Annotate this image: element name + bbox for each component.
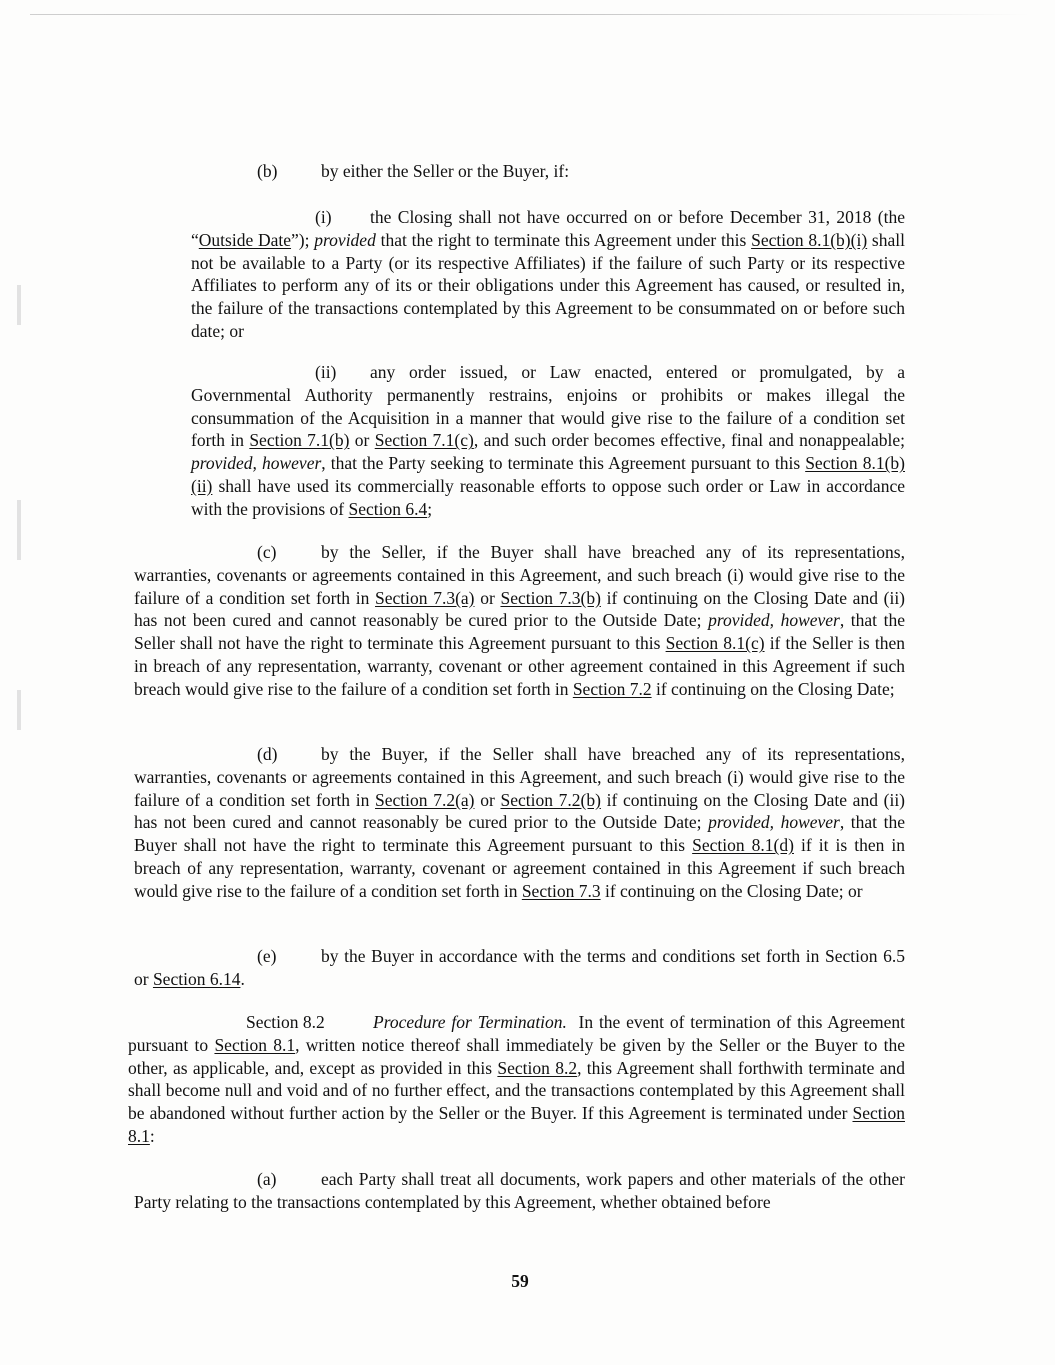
section-reference: Section 6.4 <box>348 498 428 519</box>
clause-text: shall have used its commercially reasonable efforts to oppose such order or Law in accordance with the provisions of <box>191 475 905 519</box>
section-reference: Section 7.2(a) <box>375 789 475 810</box>
section-reference: Section 8.1 <box>128 1103 905 1146</box>
section-reference: Section 8.1(d) <box>692 835 794 856</box>
clause-text: ”); <box>291 229 315 250</box>
section-reference: Section 6.14 <box>152 968 241 989</box>
scan-edge-mark <box>17 285 21 325</box>
section-reference: Section 7.1(c) <box>374 430 474 451</box>
clause-text: . <box>240 968 245 989</box>
defined-term-outside-date: Outside Date <box>198 229 292 250</box>
clause-text: any order issued, or Law enacted, entered or promulgated, by a Governmental Authority permanently restrains, enjoins or prohibits or makes illegal the consummation of the Acquisition in a manner that would give rise to the failure of a condition set forth in <box>191 362 905 451</box>
clause-label: (c) <box>257 542 277 562</box>
section-reference: Section 7.3(a) <box>375 587 475 608</box>
section-reference: Section 7.1(b) <box>249 430 350 451</box>
section-reference: Section 8.1(c) <box>665 633 765 654</box>
clause-label: (e) <box>257 946 277 966</box>
clause-text: or <box>474 587 501 608</box>
clause-e <box>134 945 905 991</box>
clause-b-i <box>191 206 905 343</box>
clause-text: if continuing on the Closing Date and (ii) has not been cured and cannot reasonably be cured prior to the Outside Date; <box>134 789 906 833</box>
scan-top-edge-line <box>30 14 1030 15</box>
clause-text: or <box>474 789 501 810</box>
clause-text: if continuing on the Closing Date; or <box>600 880 863 901</box>
section-reference: Section 8.1(b)(i) <box>751 229 868 250</box>
clause-text: by either the Seller or the Buyer, if: <box>321 161 570 181</box>
italic-provided-however: provided, however <box>708 812 840 833</box>
section-reference: Section 7.2 <box>572 678 652 699</box>
clause-text: by the Seller, if the Buyer shall have breached any of its representations, warranties, covenants or agreements contained in this Agreement, and such breach (i) would give rise to the failure of a condition set forth in <box>134 542 905 608</box>
clause-label: (b) <box>257 161 278 181</box>
clause-label: (a) <box>257 1169 277 1189</box>
section-reference: Section 8.1 <box>214 1034 296 1055</box>
italic-provided-however: provided, however <box>191 453 322 474</box>
clause-text: , that the Buyer shall not have the right to terminate this Agreement pursuant to this <box>134 812 906 856</box>
clause-label: (i) <box>315 207 332 227</box>
italic-provided: provided <box>314 229 376 250</box>
scan-edge-mark <box>17 500 21 560</box>
clause-d <box>134 743 905 903</box>
clause-text: that the right to terminate this Agreement under this <box>375 229 752 250</box>
clause-b-ii <box>191 361 905 521</box>
section-reference: Section 7.3 <box>521 880 601 901</box>
clause-text: each Party shall treat all documents, work papers and other materials of the other Party relating to the transactions contemplated by this Agreement, whether obtained before <box>134 1169 905 1212</box>
section-reference: Section 7.3(b) <box>500 587 601 608</box>
clause-text: , that the Party seeking to terminate this Agreement pursuant to this <box>321 453 806 474</box>
section-reference: Section 8.2 <box>497 1057 578 1078</box>
clause-text: if continuing on the Closing Date; <box>651 678 895 699</box>
clause-text: ; <box>427 498 433 519</box>
clause-text: if it is then in breach of any representation, warranty, covenant or agreement contained in this Agreement if such breach would give rise to the failure of a condition set forth in <box>134 835 906 901</box>
section-reference: Section 8.1(b)(ii) <box>191 453 906 496</box>
section-title: Procedure for Termination. <box>373 1012 567 1032</box>
clause-text: In the event of termination of this Agreement pursuant to <box>128 1012 910 1055</box>
section-label: Section 8.2 <box>246 1012 325 1032</box>
clause-a <box>134 1168 905 1214</box>
section-8-2 <box>128 1011 910 1148</box>
clause-b-heading <box>257 160 569 183</box>
clause-text: by the Buyer, if the Seller shall have breached any of its representations, warranties, covenants or agreements contained in this Agreement, and such breach (i) would give rise to the failure of a condition set forth in <box>134 744 905 810</box>
clause-label: (d) <box>257 744 278 764</box>
clause-text: if the Seller is then in breach of any representation, warranty, covenant or other agreement contained in this Agreement if such breach would give rise to the failure of a condition set forth in <box>134 633 905 699</box>
clause-c <box>134 541 905 701</box>
clause-text: , and such order becomes effective, final and nonappealable; <box>473 430 905 451</box>
clause-text: by the Buyer in accordance with the terms and conditions set forth in Section 6.5 or <box>134 946 905 989</box>
clause-text: shall not be available to a Party (or its respective Affiliates) if the failure of such Party or its respective Affiliates to perform any of its or their obligations under this Agreement has caused, or resulted in, the failure of the transactions contemplated by this Agreement to be consummated on or before such date; or <box>191 229 905 341</box>
scan-edge-mark <box>17 690 21 730</box>
clause-text: : <box>149 1125 155 1146</box>
clause-text: , written notice thereof shall immediately be given by the Seller or the Buyer to the other, as applicable, and, except as provided in this <box>128 1034 905 1078</box>
page-number: 59 <box>511 1271 529 1291</box>
clause-text: if continuing on the Closing Date and (ii) has not been cured and cannot reasonably be cured prior to the Outside Date; <box>134 587 906 631</box>
clause-text: , that the Seller shall not have the right to terminate this Agreement pursuant to this <box>134 610 906 654</box>
clause-label: (ii) <box>315 362 337 382</box>
section-reference: Section 7.2(b) <box>500 789 601 810</box>
clause-text: or <box>349 430 375 451</box>
clause-text: , this Agreement shall forthwith terminate and shall become null and void and of no further effect, and the transactions contemplated by this Agreement shall be abandoned without further action by the Seller or the Buyer. If this Agreement is terminated under <box>128 1057 905 1124</box>
italic-provided-however: provided, however <box>708 610 840 631</box>
clause-text: the Closing shall not have occurred on or before December 31, 2018 (the “ <box>191 207 905 250</box>
